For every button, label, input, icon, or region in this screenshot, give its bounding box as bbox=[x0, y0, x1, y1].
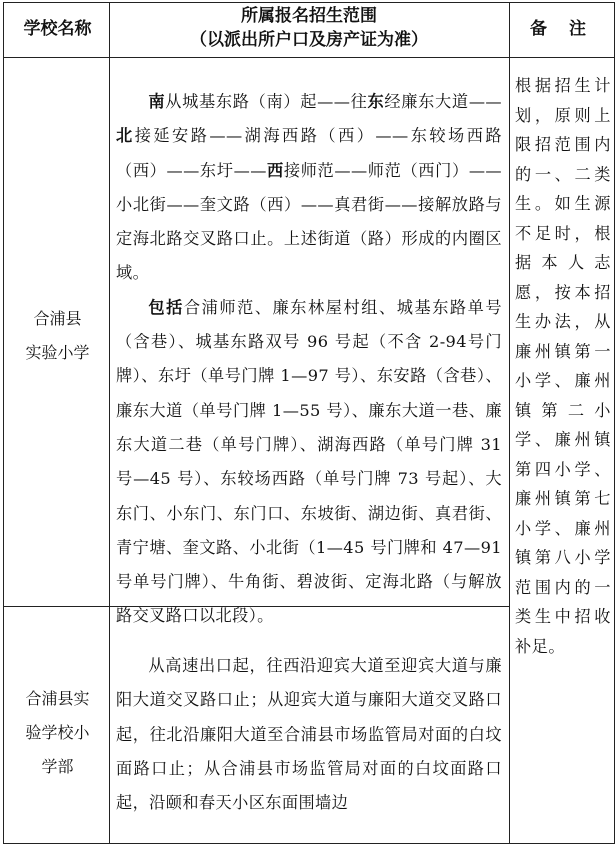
header-notes: 备 注 bbox=[530, 19, 594, 39]
includes-label: 包括 bbox=[148, 297, 184, 317]
table-border-right bbox=[614, 2, 615, 844]
school-name-2 bbox=[10, 682, 105, 784]
school-name-1 bbox=[10, 302, 105, 370]
column-divider-2 bbox=[509, 2, 510, 844]
notes-cell: 根据招生计划，原则上限招范围内的一、二类生。如生源不足时，根据本人志愿，按本招生办法，从廉州镇第一小学、廉州镇第二小学、廉州镇第四小学、廉州镇第七小学、廉州镇第八小学范围内的一类生中招收补足。 bbox=[515, 76, 611, 656]
direction-east: 东 bbox=[367, 92, 385, 111]
header-range-title: 所属报名招生范围 bbox=[241, 6, 377, 26]
range-paragraph: 从高速出口起，往西沿迎宾大道至迎宾大道与廉阳大道交叉路口止；从迎宾大道与廉阳大道交叉路口起，往北沿廉阳大道至合浦县市场监管局对面的白坟面路口止；从合浦县市场监管局对面的白坟面路口起，沿颐和春天小区东面围墙边 bbox=[116, 656, 502, 813]
school-name-line: 实验小学 bbox=[25, 343, 90, 362]
school-name-line: 合浦县实 bbox=[25, 689, 90, 708]
range-paragraph-includes bbox=[116, 291, 502, 634]
range-paragraph-boundary bbox=[116, 85, 502, 291]
school-name-line: 学部 bbox=[41, 757, 74, 776]
school-name-line: 验学校小 bbox=[25, 723, 90, 742]
range-segment: 接延安路——湖海西路（西）——东较场西路（西）——东圩—— bbox=[116, 126, 503, 180]
range-segment: 接师范——师范（西门）——小北街——奎文路（西）——真君街——接解放路与定海北路交叉路口止。上述街道（路）形成的内圈区域。 bbox=[116, 160, 502, 283]
range-text-2 bbox=[116, 649, 502, 820]
direction-south: 南 bbox=[148, 92, 166, 111]
range-segment: 从城基东路（南）起——往 bbox=[165, 92, 368, 111]
school-name-line: 合浦县 bbox=[33, 309, 82, 328]
header-school-name: 学校名称 bbox=[23, 19, 92, 39]
range-segment: 合浦师范、廉东林屋村组、城基东路单号（含巷）、城基东路双号 96 号起（不含 2-94号门牌）、东圩（单号门牌 1—97 号）、东安路（含巷）、廉东大道（单号门牌 1—55 号）、廉东大道一巷、廉东大道二巷（单号门牌）、湖海西路（单号门牌 31 号—45 号）、东较场西路（单号门牌 73 号起）、大东门、小东门、东门口、东坡街、湖边街、真君街、青宁塘、奎文路、小北街（1—45 号门牌和 47—91 号单号门牌）、牛角街、碧波街、定海北路（与解放路交叉路口以北段）。 bbox=[116, 297, 502, 626]
direction-north: 北 bbox=[116, 126, 135, 146]
header-range-subtitle: （以派出所户口及房产证为准） bbox=[190, 30, 428, 50]
direction-west: 西 bbox=[266, 160, 284, 180]
table-border-left bbox=[3, 2, 4, 844]
table-border-bottom bbox=[3, 843, 615, 844]
range-text-1 bbox=[116, 85, 502, 634]
header-divider bbox=[3, 57, 615, 58]
column-divider-1 bbox=[109, 2, 110, 844]
range-segment: 经廉东大道—— bbox=[384, 92, 502, 111]
